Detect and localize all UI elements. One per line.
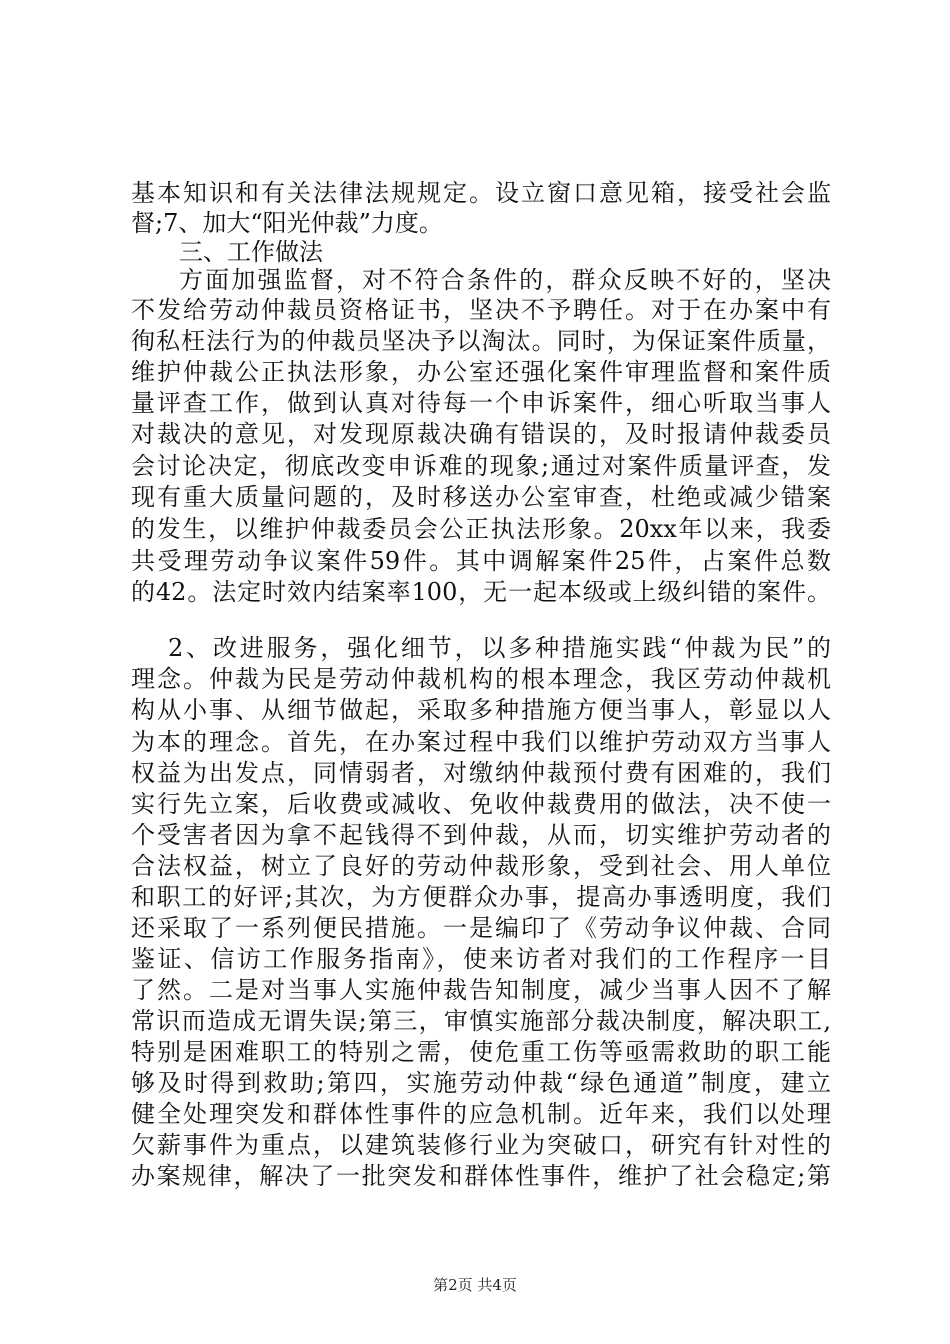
text-line: 的42。法定时效内结案率100，无一起本级或上级纠错的案件。 xyxy=(131,578,831,606)
text-line: 共受理劳动争议案件59件。其中调解案件25件，占案件总数 xyxy=(131,547,831,575)
text-line: 对裁决的意见，对发现原裁决确有错误的，及时报请仲裁委员 xyxy=(131,420,831,448)
text-line: 健全处理突发和群体性事件的应急机制。近年来，我们以处理 xyxy=(131,1100,831,1128)
text-line: 理念。仲裁为民是劳动仲裁机构的根本理念，我区劳动仲裁机 xyxy=(131,665,831,693)
text-line: 2、改进服务，强化细节，以多种措施实践“仲裁为民”的 xyxy=(168,634,831,662)
text-line: 构从小事、从细节做起，采取多种措施方便当事人，彰显以人 xyxy=(131,696,831,724)
text-line: 基本知识和有关法律法规规定。设立窗口意见箱，接受社会监 xyxy=(131,179,831,207)
text-line: 鉴证、信访工作服务指南》，使来访者对我们的工作程序一目 xyxy=(131,945,831,973)
text-line: 欠薪事件为重点，以建筑装修行业为突破口，研究有针对性的 xyxy=(131,1131,831,1159)
text-line: 了然。二是对当事人实施仲裁告知制度，减少当事人因不了解 xyxy=(131,976,831,1004)
text-line: 权益为出发点，同情弱者，对缴纳仲裁预付费有困难的，我们 xyxy=(131,759,831,787)
text-line: 的发生，以维护仲裁委员会公正执法形象。20xx年以来，我委 xyxy=(131,515,831,543)
text-line: 不发给劳动仲裁员资格证书，坚决不予聘任。对于在办案中有 xyxy=(131,296,831,324)
text-line: 督;7、加大“阳光仲裁”力度。 xyxy=(131,209,443,237)
text-line: 徇私枉法行为的仲裁员坚决予以淘汰。同时，为保证案件质量， xyxy=(131,327,831,355)
text-line: 量评查工作，做到认真对待每一个申诉案件，细心听取当事人 xyxy=(131,389,831,417)
text-line: 方面加强监督，对不符合条件的，群众反映不好的，坚决 xyxy=(179,266,831,294)
text-line: 为本的理念。首先，在办案过程中我们以维护劳动双方当事人 xyxy=(131,728,831,756)
section-heading: 三、工作做法 xyxy=(179,238,323,266)
text-line: 和职工的好评;其次，为方便群众办事，提高办事透明度，我们 xyxy=(131,883,831,911)
text-line: 合法权益，树立了良好的劳动仲裁形象，受到社会、用人单位 xyxy=(131,852,831,880)
text-line: 够及时得到救助;第四，实施劳动仲裁“绿色通道”制度，建立 xyxy=(131,1069,831,1097)
text-line: 个受害者因为拿不起钱得不到仲裁，从而，切实维护劳动者的 xyxy=(131,821,831,849)
text-line: 维护仲裁公正执法形象，办公室还强化案件审理监督和案件质 xyxy=(131,358,831,386)
text-line: 现有重大质量问题的，及时移送办公室审查，杜绝或减少错案 xyxy=(131,483,831,511)
text-line: 常识而造成无谓失误;第三，审慎实施部分裁决制度，解决职工, xyxy=(131,1007,831,1035)
text-line: 会讨论决定，彻底改变申诉难的现象;通过对案件质量评查，发 xyxy=(131,452,831,480)
page-number-footer: 第2页 共4页 xyxy=(433,1276,517,1294)
text-line: 实行先立案，后收费或减收、免收仲裁费用的做法，决不使一 xyxy=(131,790,831,818)
text-line: 特别是困难职工的特别之需，使危重工伤等亟需救助的职工能 xyxy=(131,1038,831,1066)
text-line: 办案规律，解决了一批突发和群体性事件，维护了社会稳定;第 xyxy=(131,1162,831,1190)
text-line: 还采取了一系列便民措施。一是编印了《劳动争议仲裁、合同 xyxy=(131,914,831,942)
